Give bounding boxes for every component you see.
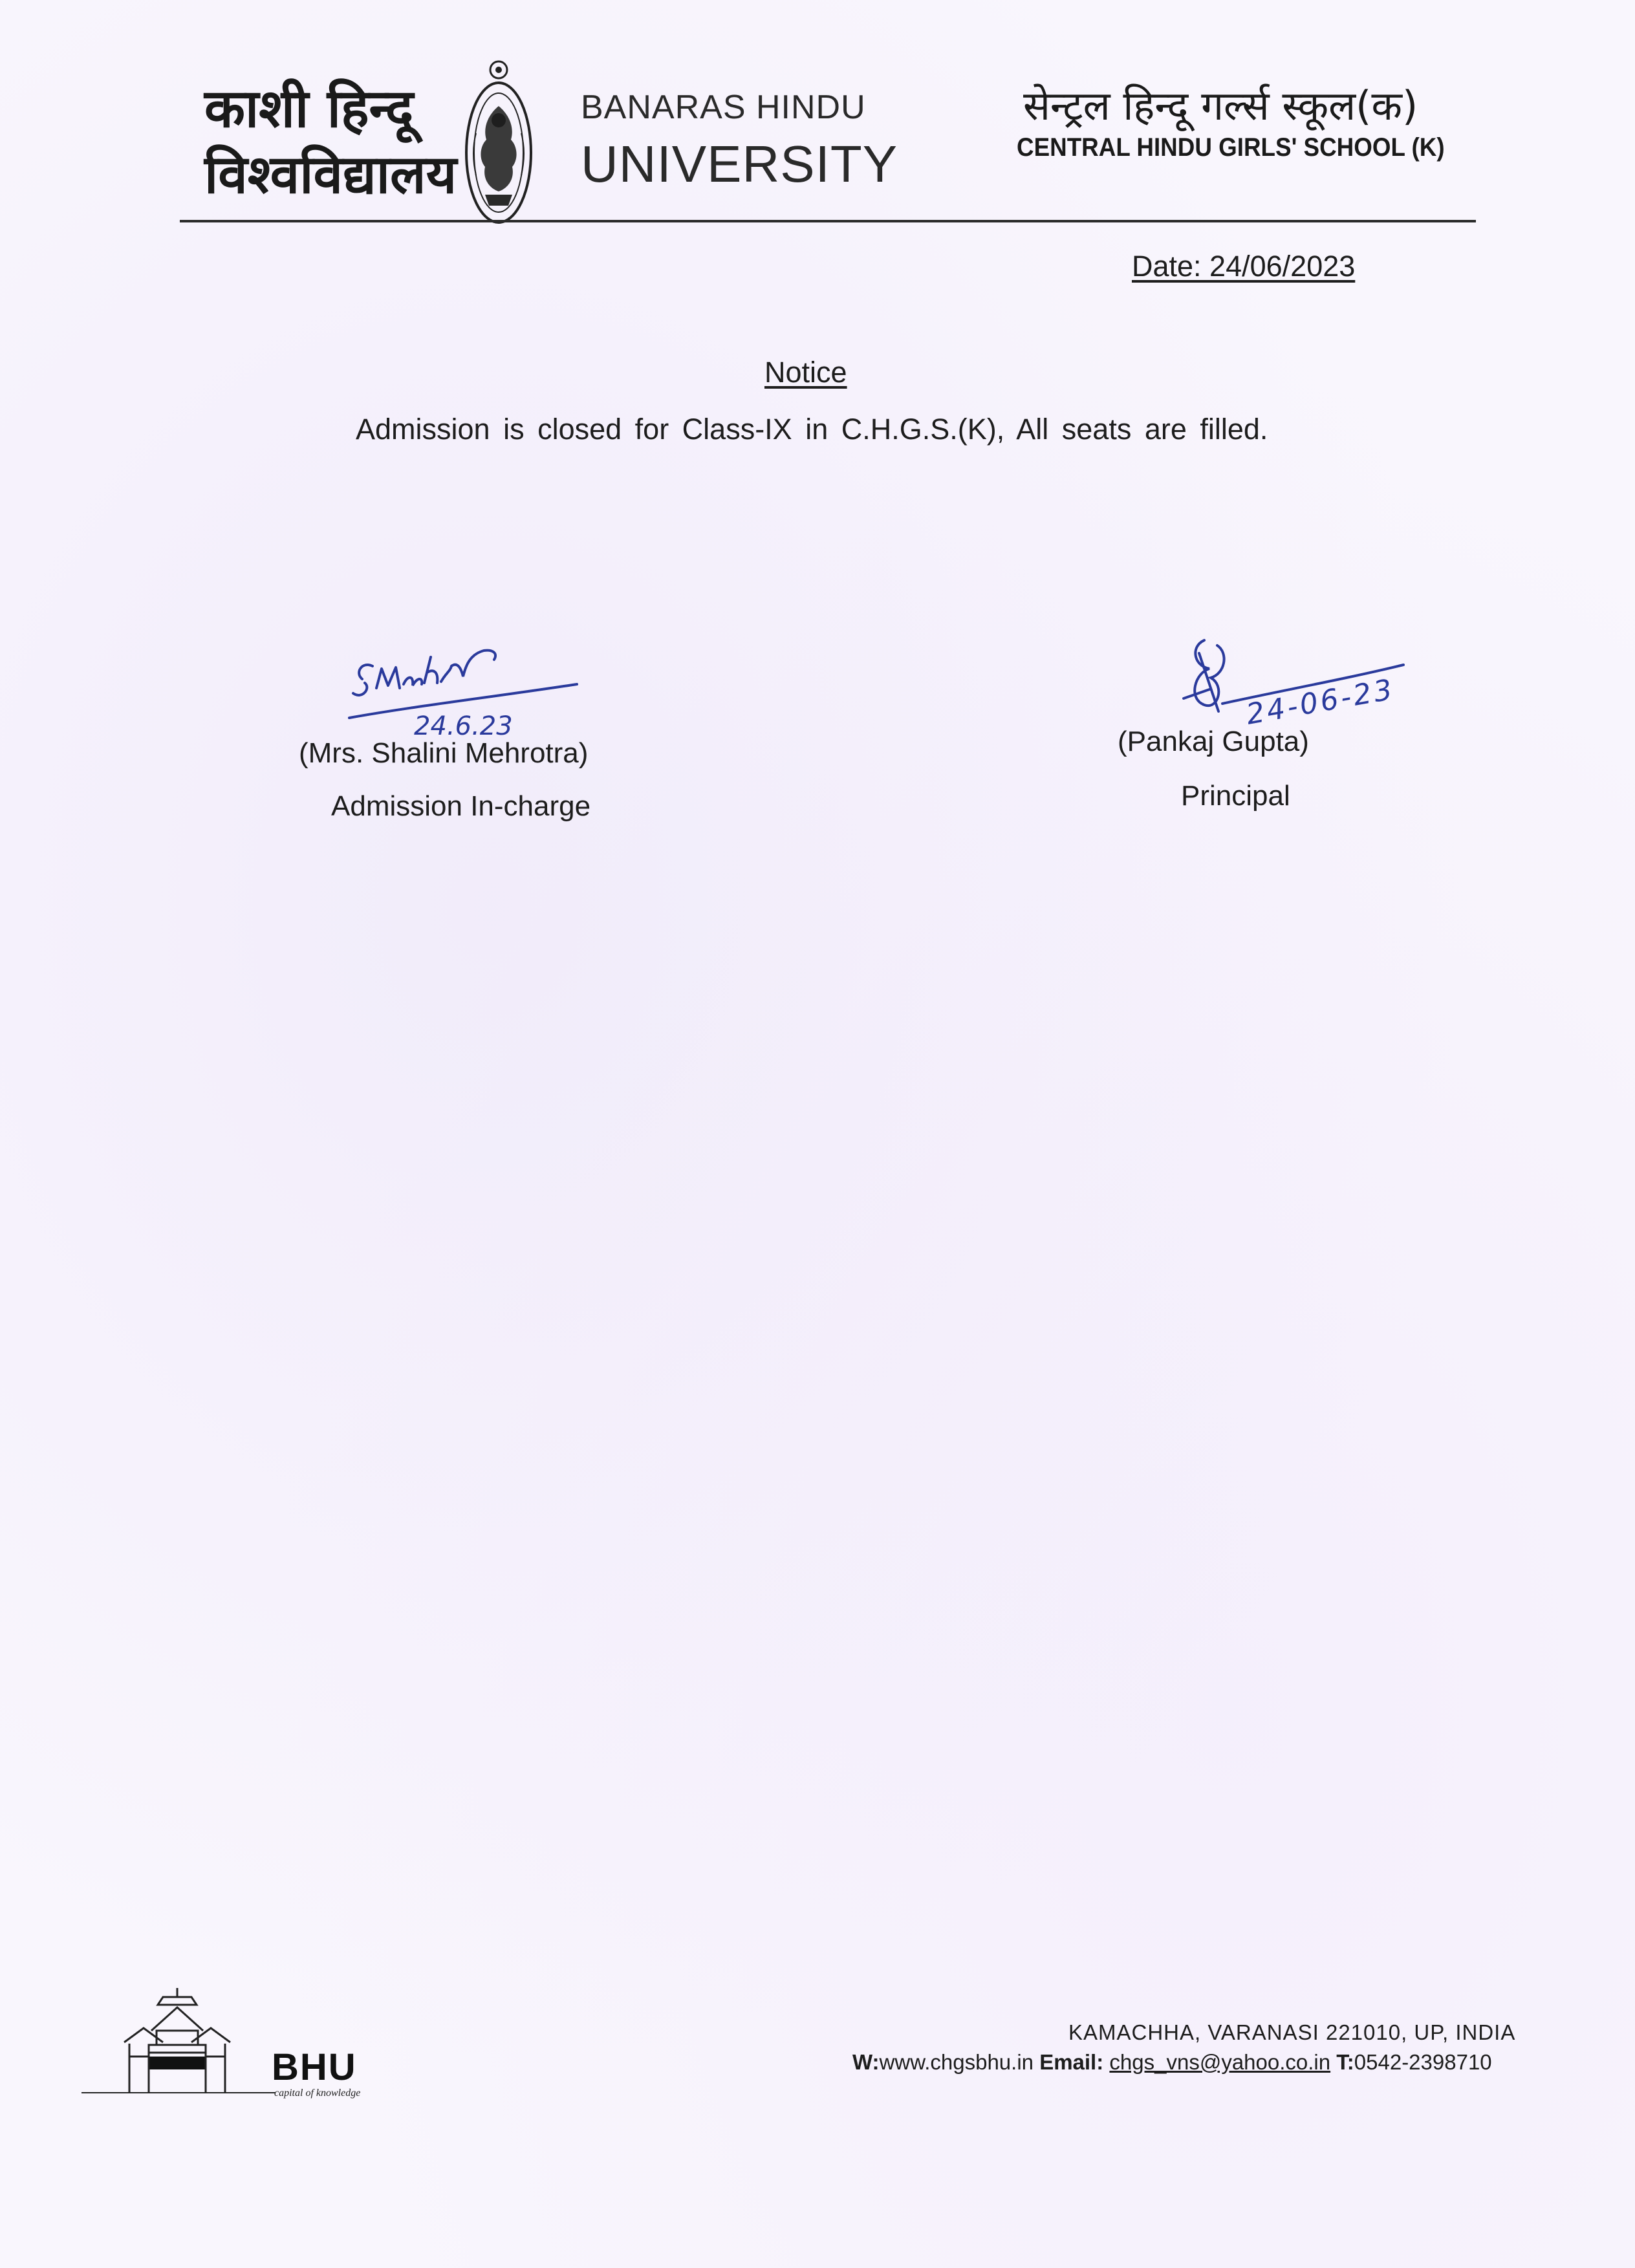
english-university-name-line2: UNIVERSITY [581, 135, 898, 193]
school-name-hindi: सेन्ट्रल हिन्दू गर्ल्स स्कूल(क) [1023, 82, 1418, 129]
signature-date-left: 24.6.23 [414, 711, 513, 737]
english-university-name-line1: BANARAS HINDU [581, 89, 866, 126]
left-signatory-designation: Admission In-charge [331, 790, 591, 822]
school-name-english: CENTRAL HINDU GIRLS' SCHOOL (K) [1017, 133, 1445, 162]
footer-contact-line [852, 2050, 1492, 2075]
right-signatory-designation: Principal [1181, 780, 1290, 812]
footer-web-label: W: [852, 2050, 880, 2074]
notice-body: Admission is closed for Class-IX in C.H.G.S.(K), All seats are filled. [356, 413, 1268, 446]
notice-title: Notice [764, 356, 847, 389]
header-divider [180, 220, 1476, 222]
notice-date: Date: 24/06/2023 [1132, 250, 1356, 283]
signature-pankaj-gupta [1164, 627, 1462, 737]
bhu-logo-tagline: capital of knowledge [274, 2088, 361, 2099]
signature-date-right: 24-06-23 [1244, 673, 1398, 731]
footer-phone: 0542-2398710 [1354, 2050, 1492, 2074]
bhu-gate-logo-icon [81, 1985, 276, 2102]
footer-email-label: Email: [1039, 2050, 1104, 2074]
hindi-university-name-line2: विश्वविद्यालय [204, 144, 457, 206]
bhu-logo-text: BHU [272, 2046, 357, 2088]
footer-email[interactable]: chgs_vns@yahoo.co.in [1109, 2050, 1331, 2074]
hindi-university-name-line1: काशी हिन्दू [204, 78, 414, 140]
footer-address: KAMACHHA, VARANASI 221010, UP, INDIA [1068, 2020, 1516, 2044]
signature-shalini-mehrotra [336, 621, 595, 737]
right-signatory-name: (Pankaj Gupta) [1118, 726, 1309, 757]
footer-phone-label: T: [1336, 2050, 1354, 2074]
bhu-seal-emblem-icon [463, 56, 534, 224]
left-signatory-name: (Mrs. Shalini Mehrotra) [299, 737, 589, 769]
bhu-seal [463, 56, 534, 224]
footer-website[interactable]: www.chgsbhu.in [879, 2050, 1034, 2074]
